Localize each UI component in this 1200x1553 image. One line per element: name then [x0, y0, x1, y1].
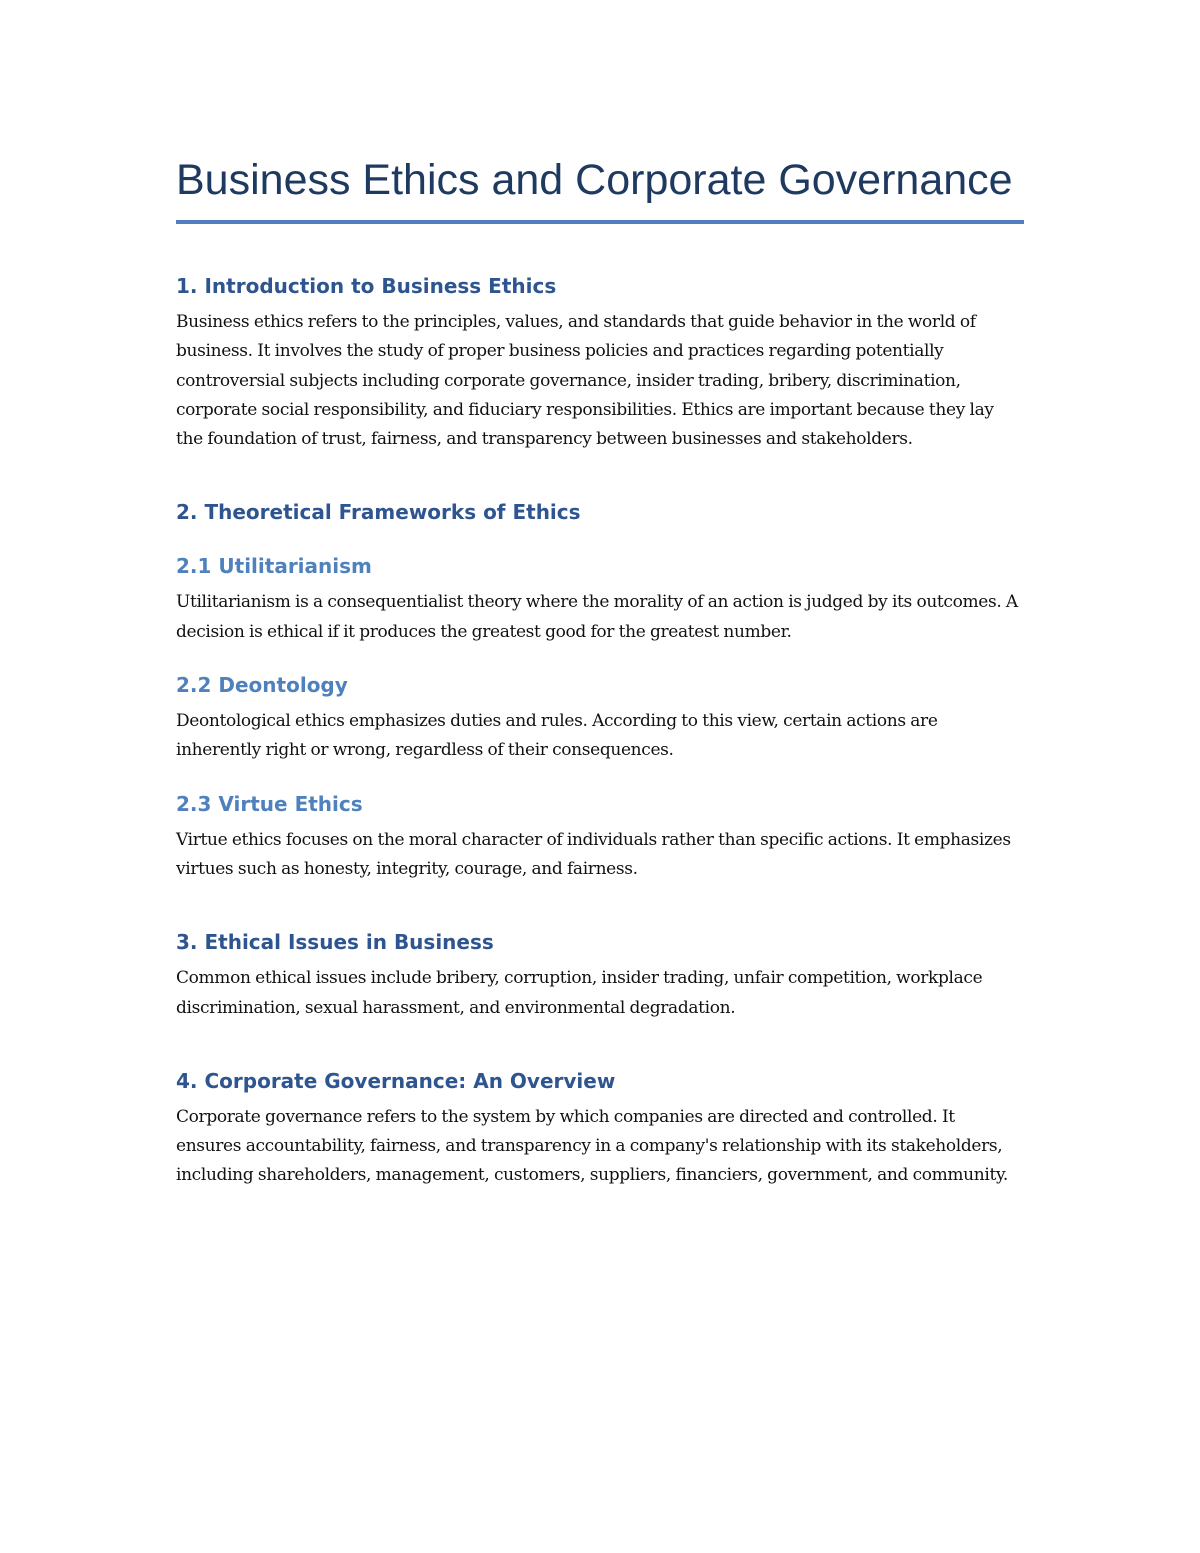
section-heading: 1. Introduction to Business Ethics	[176, 274, 557, 298]
subsection-virtue-ethics	[176, 792, 1024, 885]
section-heading: 3. Ethical Issues in Business	[176, 930, 494, 955]
section-heading: 2. Theoretical Frameworks of Ethics	[176, 500, 581, 525]
subsection-body: Deontological ethics emphasizes duties and rules. According to this view, certain actions are inherently right or wrong, regardless of their consequences.	[176, 711, 938, 761]
section-introduction	[176, 274, 1024, 454]
document-page	[176, 150, 1024, 1191]
section-ethical-issues	[176, 930, 1024, 1023]
subsection-body: Virtue ethics focuses on the moral character of individuals rather than specific actions. It emphasizes virtues such as honesty, integrity, courage, and fairness.	[176, 829, 1011, 879]
document-title: Business Ethics and Corporate Governance	[176, 150, 1024, 224]
subsection-heading: 2.2 Deontology	[176, 673, 348, 698]
subsection-deontology	[176, 673, 1024, 766]
subsection-heading: 2.1 Utilitarianism	[176, 554, 372, 579]
subsection-utilitarianism	[176, 554, 1024, 647]
section-corporate-governance	[176, 1069, 1024, 1191]
section-heading: 4. Corporate Governance: An Overview	[176, 1068, 616, 1093]
subsection-body: Utilitarianism is a consequentialist theory where the morality of an action is judged by its outcomes. A decision is ethical if it produces the greatest good for the greatest number.	[176, 592, 1018, 642]
section-body: Corporate governance refers to the system by which companies are directed and controlled. It ensures accountability, fairness, and transparency in a company's relationship with its stakeholders, including shareholders, management, customers, suppliers, financiers, government, and community.	[176, 1106, 1008, 1186]
section-theoretical-frameworks	[176, 500, 1024, 884]
section-body: Business ethics refers to the principles, values, and standards that guide behavior in the world of business. It involves the study of proper business policies and practices regarding potentially controversial subjects including corporate governance, insider trading, bribery, discrimination, corporate social responsibility, and fiduciary responsibilities. Ethics are important because they lay the foundation of trust, fairness, and transparency between businesses and stakeholders.	[176, 312, 994, 450]
section-body: Common ethical issues include bribery, corruption, insider trading, unfair competition, workplace discrimination, sexual harassment, and environmental degradation.	[176, 968, 983, 1018]
subsection-heading: 2.3 Virtue Ethics	[176, 791, 363, 816]
